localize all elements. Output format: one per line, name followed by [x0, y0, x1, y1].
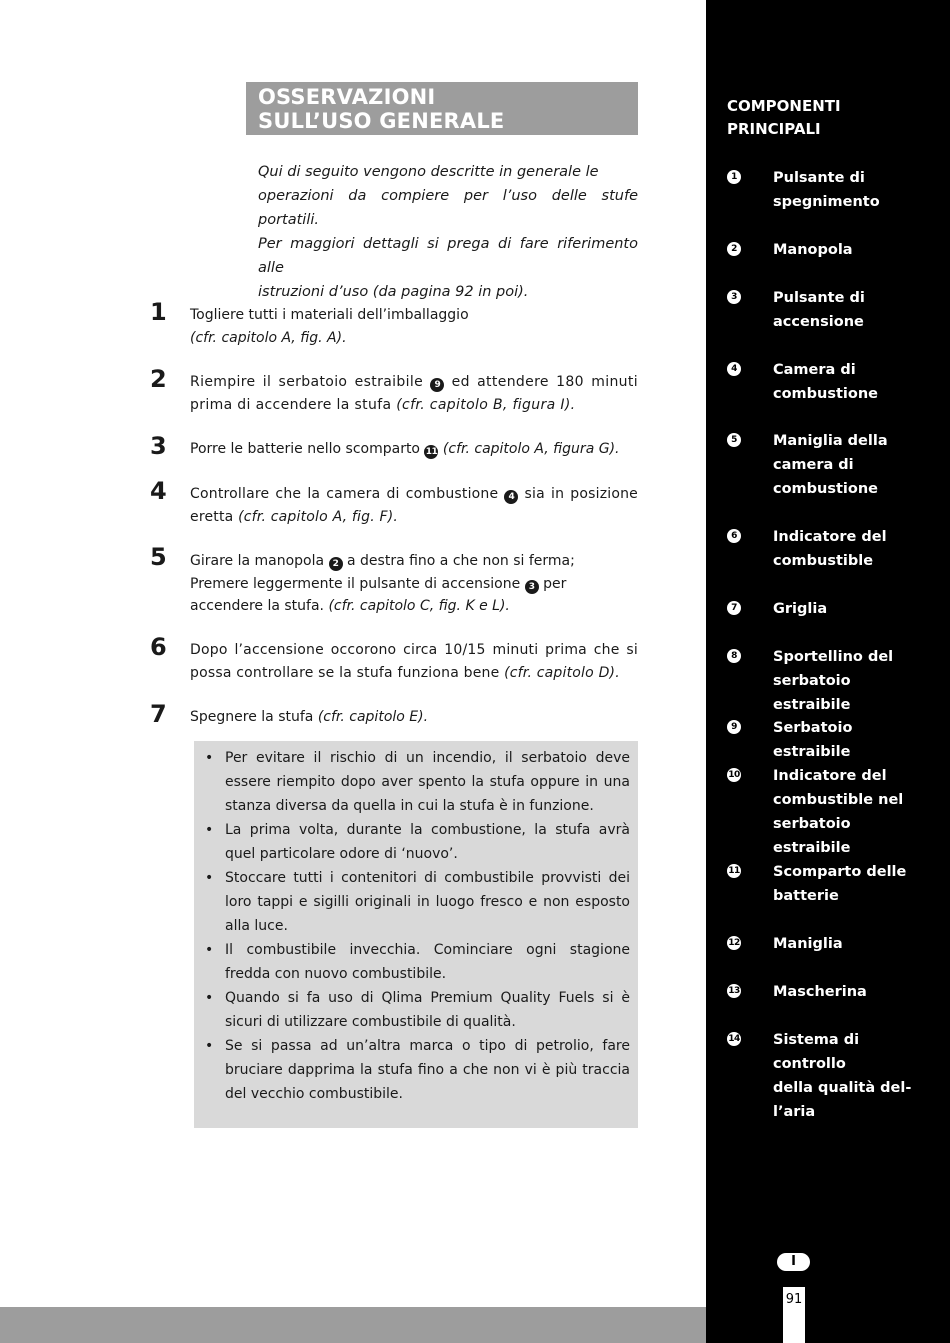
component-label-line: Maniglia [773, 936, 843, 952]
component-label-line: combustione [773, 386, 879, 402]
bullet-icon: • [205, 942, 214, 958]
component-number-icon: 9 [727, 720, 741, 734]
component-label-line: Sportellino del [773, 649, 894, 665]
step-6-ref: (cfr. capitolo D). [504, 664, 620, 681]
step-2-text: Riempire il serbatoio estraibile [190, 374, 424, 390]
note-item [204, 938, 630, 986]
step-4-ref: (cfr. capitolo A, fig. F). [238, 508, 399, 525]
component-label-line: Sistema di controllo [773, 1032, 860, 1072]
step-number-3: 3 [150, 432, 167, 460]
component-number-icon: 4 [727, 362, 741, 376]
note-text: La prima volta, durante la combustione, la stufa avrà quel particolare odore di ‘nuovo’. [225, 822, 630, 862]
step-6-text: Dopo l’accensione occorono circa 10/15 minuti prima che si possa controllare se la stufa funziona bene [190, 642, 638, 681]
note-text: Per evitare il rischio di un incendio, il serbatoio deve essere riempito dopo aver spento la stufa oppure in una stanza diversa da quella in cui la stufa è in funzione. [225, 750, 630, 814]
component-label [773, 358, 923, 406]
component-marker-icon: 2 [329, 557, 343, 571]
component-number-icon: 6 [727, 529, 741, 543]
bullet-icon: • [205, 750, 214, 766]
section-title-line-2: SULL’USO GENERALE [258, 109, 505, 133]
intro-line: operazioni da compiere per l’uso delle stufe portatili. [258, 188, 638, 228]
step-number-1: 1 [150, 298, 167, 326]
bullet-icon: • [205, 1038, 214, 1054]
step-text-7 [190, 706, 638, 729]
bullet-icon: • [205, 990, 214, 1006]
component-number-icon: 2 [727, 242, 741, 256]
intro-paragraph [258, 160, 638, 304]
component-label-line: combustible [773, 553, 874, 569]
step-1-ref: (cfr. capitolo A, fig. A). [190, 329, 347, 346]
component-label [773, 764, 923, 860]
step-4-text-cont: sia in posizione eretta [190, 486, 638, 525]
step-text-6 [190, 639, 638, 684]
notes-box [194, 741, 638, 1128]
component-label [773, 597, 923, 621]
component-label-line: Indicatore del [773, 529, 887, 545]
components-sidebar [706, 0, 950, 1343]
component-label [773, 286, 923, 334]
component-number-icon: 11 [728, 866, 740, 876]
step-number-6: 6 [150, 633, 167, 661]
note-item [204, 986, 630, 1034]
component-label-line: Scomparto delle [773, 864, 907, 880]
component-number-icon: 12 [728, 938, 740, 948]
step-text-2 [190, 371, 638, 416]
component-label-line: Indicatore del [773, 768, 887, 784]
step-number-5: 5 [150, 543, 167, 571]
bullet-icon: • [205, 870, 214, 886]
intro-line: Per maggiori dettagli si prega di fare riferimento alle [258, 236, 638, 276]
step-3-text: Porre le batterie nello scomparto [190, 441, 421, 457]
component-label [773, 429, 923, 501]
note-text: Il combustibile invecchia. Cominciare ogni stagione fredda con nuovo combustibile. [225, 942, 630, 982]
step-text-5 [190, 550, 638, 618]
component-number-icon: 13 [728, 986, 740, 996]
component-number-icon: 14 [728, 1034, 740, 1044]
component-label [773, 980, 923, 1004]
component-label-line: Mascherina [773, 984, 867, 1000]
component-label-line: Pulsante di [773, 290, 865, 306]
language-badge: I [777, 1253, 810, 1271]
intro-line: Qui di seguito vengono descritte in generale le [258, 164, 599, 180]
note-item [204, 818, 630, 866]
step-5-text: Girare la manopola [190, 553, 325, 569]
component-label-line: serbatoio estraibile [773, 816, 851, 856]
component-label [773, 1028, 923, 1124]
step-number-2: 2 [150, 365, 167, 393]
component-label-line: serbatoio estraibile [773, 673, 851, 713]
section-title-line-1: OSSERVAZIONI [258, 85, 436, 109]
note-text: Se si passa ad un’altra marca o tipo di petrolio, fare bruciare dapprima la stufa fino a che non vi è più traccia del vecchio combustibile. [225, 1038, 630, 1102]
component-number-icon: 10 [728, 770, 740, 780]
component-label-line: l’aria [773, 1104, 816, 1120]
component-number-icon: 1 [727, 170, 741, 184]
step-5-text-3: per accendere la stufa. [190, 575, 567, 614]
component-label-line: accensione [773, 314, 864, 330]
component-label-line: combustione [773, 481, 879, 497]
note-item [204, 866, 630, 938]
sidebar-title [727, 95, 927, 141]
component-label-line: batterie [773, 888, 839, 904]
bullet-icon: • [205, 822, 214, 838]
component-label [773, 166, 923, 214]
step-5-text-cont: a destra fino a che non si ferma; [347, 553, 575, 569]
step-7-ref: (cfr. capitolo E). [317, 709, 429, 725]
note-item [204, 746, 630, 818]
note-item [204, 1034, 630, 1106]
step-4-text: Controllare che la camera di combustione [190, 486, 499, 502]
component-label-line: Griglia [773, 601, 828, 617]
component-label-line: Camera di [773, 362, 856, 378]
component-label-line: spegnimento [773, 194, 880, 210]
step-5-ref: (cfr. capitolo C, fig. K e L). [328, 598, 510, 614]
component-label-line: Manopola [773, 242, 853, 258]
sidebar-title-line-1: COMPONENTI [727, 97, 841, 115]
component-number-icon: 3 [727, 290, 741, 304]
component-label [773, 716, 923, 764]
step-number-7: 7 [150, 700, 167, 728]
component-label-line: camera di [773, 457, 854, 473]
footer-bar [0, 1307, 706, 1343]
component-marker-icon: 9 [430, 378, 444, 392]
step-text-3 [190, 438, 638, 461]
step-2-ref: (cfr. capitolo B, figura I). [396, 396, 576, 413]
note-text: Quando si fa uso di Qlima Premium Quality Fuels si è sicuri di utilizzare combustibile di qualità. [225, 990, 630, 1030]
section-title [246, 82, 638, 135]
component-number-icon: 5 [727, 433, 741, 447]
component-label-line: Maniglia della [773, 433, 888, 449]
component-label [773, 645, 923, 717]
intro-line: istruzioni d’uso (da pagina 92 in poi). [258, 284, 529, 300]
component-number-icon: 7 [727, 601, 741, 615]
component-number-icon: 8 [727, 649, 741, 663]
component-label-line: della qualità del- [773, 1080, 912, 1096]
step-5-text-2: Premere leggermente il pulsante di accensione [190, 575, 521, 592]
step-text-4 [190, 483, 638, 528]
component-marker-icon: 11 [425, 447, 438, 457]
step-1-text: Togliere tutti i materiali dell’imballaggio [190, 307, 469, 323]
component-label [773, 932, 923, 956]
step-number-4: 4 [150, 477, 167, 505]
component-marker-icon: 3 [525, 580, 539, 594]
component-label [773, 860, 923, 908]
component-label [773, 238, 923, 262]
step-text-1 [190, 304, 638, 349]
component-label [773, 525, 923, 573]
step-2-text-cont: ed attendere 180 minuti prima di accendere la stufa [190, 374, 638, 413]
component-marker-icon: 4 [504, 490, 518, 504]
component-label-line: Serbatoio estraibile [773, 720, 853, 760]
component-label-line: combustible nel [773, 792, 904, 808]
step-3-ref: (cfr. capitolo A, figura G). [442, 441, 620, 457]
note-text: Stoccare tutti i contenitori di combustibile provvisti dei loro tappi e sigilli originali in luogo fresco e non esposto alla luce. [225, 870, 630, 934]
page-number: 91 [783, 1287, 805, 1343]
component-label-line: Pulsante di [773, 170, 865, 186]
step-7-text: Spegnere la stufa [190, 709, 314, 725]
sidebar-title-line-2: PRINCIPALI [727, 120, 821, 138]
